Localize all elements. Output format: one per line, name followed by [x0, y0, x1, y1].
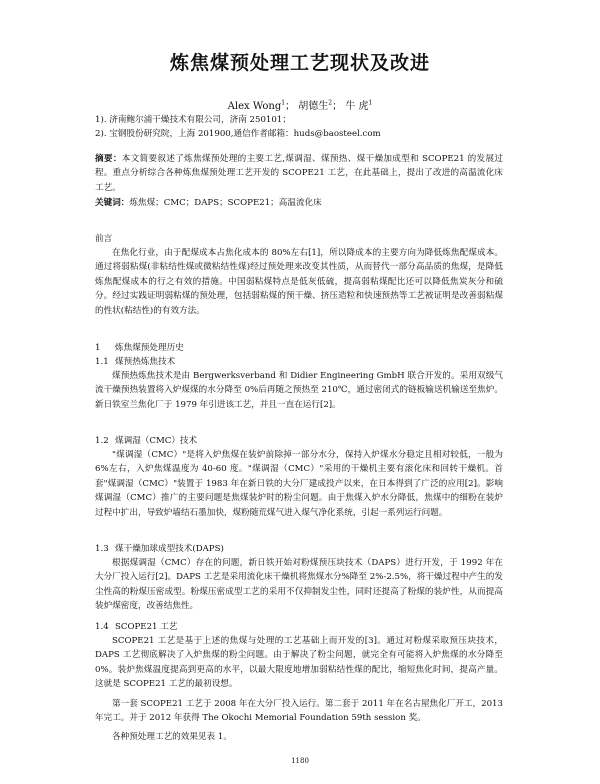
section-title: SCOPE21 工艺: [115, 622, 178, 632]
section-1-1-paragraph: 煤预热炼焦技术是由 Bergwerksverband 和 Didier Engineering GmbH 联合开发的。采用双级气流干燥预热装置将入炉煤煤的水分降至 0%后再随之预热至 210℃，通过密闭式的链板输送机输送至焦炉。新日铁室兰焦化厂于 1979 年引进该工艺，并且一直在运行[2]。: [95, 371, 503, 410]
keywords-text: 炼焦煤；CMC；DAPS；SCOPE21；高温流化床: [129, 198, 322, 208]
section-1-4-paragraph-2: 第一套 SCOPE21 工艺于 2008 年在大分厂投入运行。第二套于 2011 年在名古屋焦化厂开工，2013 年完工。并于 2012 年获得 The Okochi Memorial Foundation 59th session 奖。: [95, 699, 503, 724]
section-1-3-paragraph: 根据煤调湿（CMC）存在的问题，新日铁开始对粉煤预压块技术（DAPS）进行开发，于 1992 年在大分厂投入运行[2]。DAPS 工艺是采用流化床干燥机将焦煤水分%降至 2%-2.5%，将干燥过程中产生的发尘性高的粉煤压密成型。粉煤压密成型工艺的采用不仅抑制发尘性，同时还提高了粉煤的装炉性，从而提高装炉煤密度，改善结焦性。: [95, 558, 503, 612]
section-title: 煤预热炼焦技术: [115, 357, 176, 367]
section-heading-1-2: [95, 434, 197, 446]
section-number: 1.4: [95, 622, 109, 632]
author-name: 牛 虎: [345, 101, 369, 112]
author-line: [0, 97, 600, 112]
section-number: 1.1: [95, 357, 109, 367]
keywords-label: 关键词：: [95, 198, 130, 208]
section-1-4-paragraph-1: SCOPE21 工艺是基于上述的焦煤与处理的工艺基础上而开发的[3]。通过对粉煤采取预压块技术，DAPS 工艺彻底解决了入炉焦煤的粉尘问题。由于解决了粉尘问题，就完全有可能将入炉焦煤的水分降至 0%。装炉焦煤温度提高到更高的水平，以最大限度地增加弱粘结性煤的配比，缩短焦化时间，提高产量。这就是 SCOPE21 工艺的最初设想。: [95, 636, 503, 690]
author-affiliation-mark: 1: [368, 99, 373, 107]
section-heading-foreword: 前言: [95, 234, 113, 244]
author-name: 胡德生: [298, 101, 329, 112]
section-heading-1: [95, 341, 184, 353]
abstract: [95, 152, 503, 195]
section-number: 1.3: [95, 544, 109, 554]
abstract-text: 本文简要叙述了炼焦煤预处理的主要工艺,煤调湿、煤预热、煤干燥加成型和 SCOPE21 的发展过程。重点分析综合各种炼焦煤预处理工艺开发的 SCOPE21 工艺，在此基础上，提出了改进的高温流化床工艺。: [95, 154, 503, 193]
page-number: 1180: [291, 757, 309, 765]
author-separator: ；: [285, 101, 296, 112]
section-heading-1-1: [95, 355, 175, 367]
abstract-label: 摘要：: [95, 154, 122, 164]
section-title: 煤干燥加球成型技术(DAPS): [115, 544, 224, 554]
section-number: 1.2: [95, 436, 109, 446]
section-1-4-paragraph-3: 各种预处理工艺的效果见表 1。: [112, 732, 232, 742]
keywords: [95, 196, 503, 210]
affiliation-1: 1). 济南鲍尔浦干燥技术有限公司，济南 250101；: [95, 115, 291, 125]
author-affiliation-mark: 1: [281, 99, 286, 107]
section-number: 1: [95, 343, 101, 353]
author-affiliation-mark: 2: [328, 99, 333, 107]
affiliation-2: 2). 宝钢股份研究院，上海 201900,通信作者邮箱：huds@baosteel.com: [95, 129, 381, 139]
section-heading-1-3: [95, 542, 224, 554]
section-title: 炼焦煤预处理历史: [115, 343, 184, 353]
author-name: Alex Wong: [227, 101, 282, 112]
author-separator: ；: [332, 101, 343, 112]
section-title: 煤调湿（CMC）技术: [115, 436, 198, 446]
foreword-paragraph: 在焦化行业，由于配煤成本占焦化成本的 80%左右[1]，所以降成本的主要方向为降低炼焦配煤成本。通过将弱粘煤(非粘结性煤或微粘结性煤)经过预处理来改变其性质，从而替代一部分高品质的焦煤，是降低炼焦配煤成本的行之有效的措施。中国弱粘煤特点是低灰低硫，提高弱粘煤配比还可以降低焦炭灰分和硫分。经过实践证明弱粘煤的预处理，包括弱粘煤的预干燥、挤压造粒和快速预热等工艺被证明是改善弱粘煤的性状(粘结性)的有效方法。: [95, 248, 503, 316]
section-heading-1-4: [95, 620, 177, 632]
paper-title: 炼焦煤预处理工艺现状及改进: [169, 52, 430, 74]
section-1-2-paragraph: "煤调湿（CMC）"是将入炉焦煤在装炉前除掉一部分水分，保持入炉煤水分稳定且相对较低，一般为 6%左右，入炉焦煤温度为 40-60 度。"煤调湿（CMC）"采用的干燥机主要有滚化床和回转干燥机。首套"煤调湿（CMC）"装置于 1983 年在新日铁的大分厂建成投产以来，在日本得到了广泛的应用[2]。影响煤调湿（CMC）推广的主要问题是焦煤装炉时的粉尘问题。由于焦煤入炉水分降低，焦煤中的细粉在装炉过程中扩出，导致炉墙结石墨加快，煤粉随荒煤气进入煤气净化系统，引起一系列运行问题。: [95, 450, 503, 518]
